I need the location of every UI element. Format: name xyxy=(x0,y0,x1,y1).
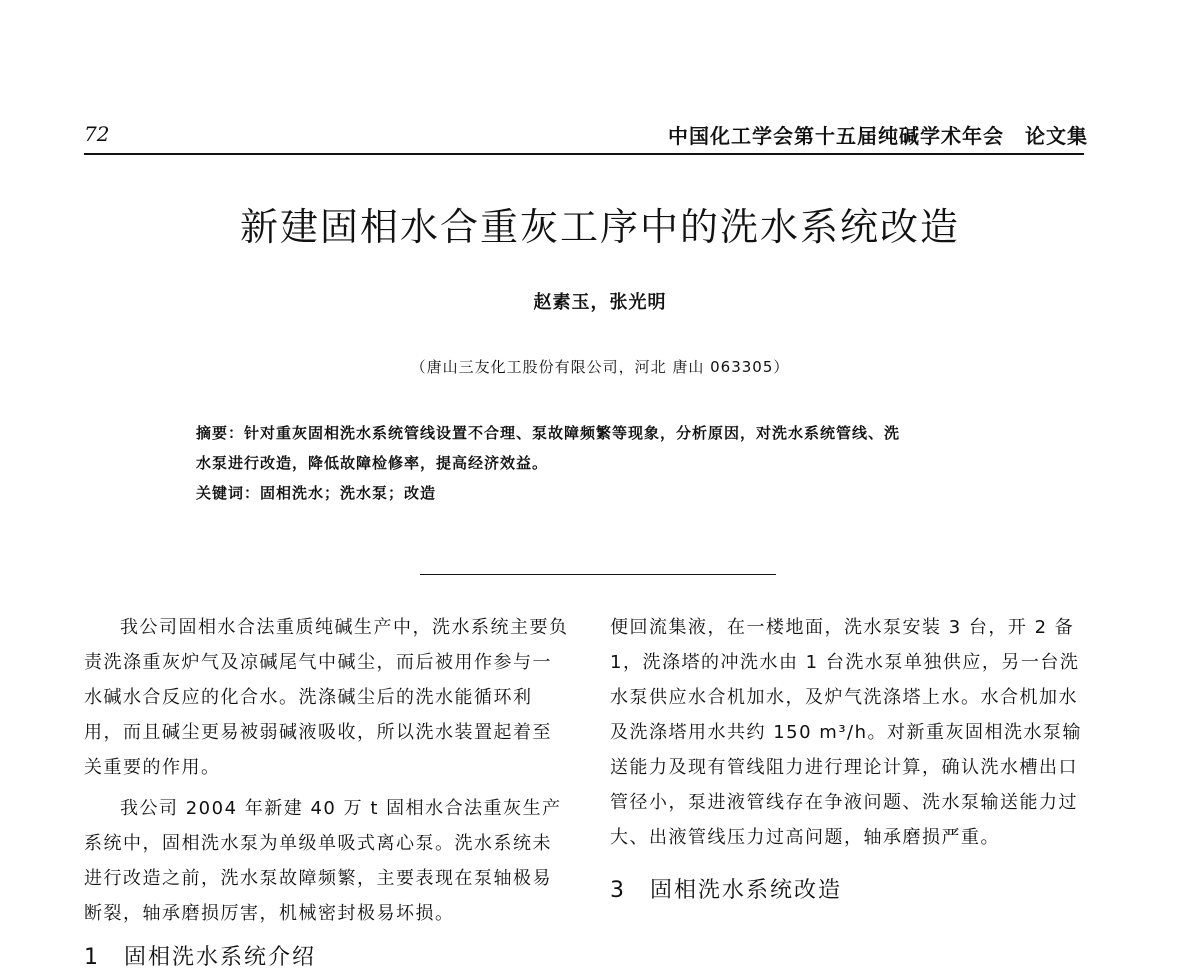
right-column xyxy=(610,610,1096,908)
section-heading-1 xyxy=(84,940,316,971)
authors: 赵素玉，张光明 xyxy=(533,292,667,313)
affiliation: （唐山三友化工股份有限公司，河北 唐山 063305） xyxy=(410,358,790,376)
paragraph: 我公司固相水合法重质纯碱生产中，洗水系统主要负责洗涤重灰炉气及凉碱尾气中碱尘，而后被用作参与一水碱水合反应的化合水。洗涤碱尘后的洗水能循环利用，而且碱尘更易被弱碱液吸收，所以洗水装置起着至关重要的作用。 xyxy=(84,617,569,778)
section-number: 1 xyxy=(84,945,100,970)
header-rule xyxy=(84,153,1084,155)
paragraph: 便回流集液，在一楼地面，洗水泵安装 3 台，开 2 备 1，洗涤塔的冲洗水由 1 台洗水泵单独供应，另一台洗水泵供应水合机加水，及炉气洗涤塔上水。水合机加水及洗涤塔用水共约 150 m³/h。对新重灰固相洗水泵输送能力及现有管线阻力进行理论计算，确认洗水槽出口管径小，泵进液管线存在争液问题、洗水泵输送能力过大、出液管线压力过高问题，轴承磨损严重。 xyxy=(610,617,1083,848)
running-header: 中国化工学会第十五届纯碱学术年会 论文集 xyxy=(668,124,1088,148)
paragraph: 我公司 2004 年新建 40 万 t 固相水合法重灰生产系统中，固相洗水泵为单级单吸式离心泵。洗水系统未进行改造之前，洗水泵故障频繁，主要表现在泵轴极易断裂，轴承磨损厉害，机械密封极易坏损。 xyxy=(84,798,562,924)
abstract-line-2: 水泵进行改造，降低故障检修率，提高经济效益。 xyxy=(196,454,549,472)
separator-rule xyxy=(420,574,776,575)
left-column xyxy=(84,610,570,937)
abstract-block xyxy=(196,418,996,508)
paper-title: 新建固相水合重灰工序中的洗水系统改造 xyxy=(239,205,960,249)
page-number: 72 xyxy=(84,122,110,146)
keywords: 关键词：固相洗水；洗水泵；改造 xyxy=(196,484,437,502)
section-title: 固相洗水系统介绍 xyxy=(124,945,317,970)
section-heading-3 xyxy=(610,873,1096,908)
abstract-line-1: 摘要：针对重灰固相洗水系统管线设置不合理、泵故障频繁等现象，分析原因，对洗水系统管线、洗 xyxy=(196,424,901,442)
section-title: 固相洗水系统改造 xyxy=(650,878,843,903)
section-number: 3 xyxy=(610,878,626,903)
